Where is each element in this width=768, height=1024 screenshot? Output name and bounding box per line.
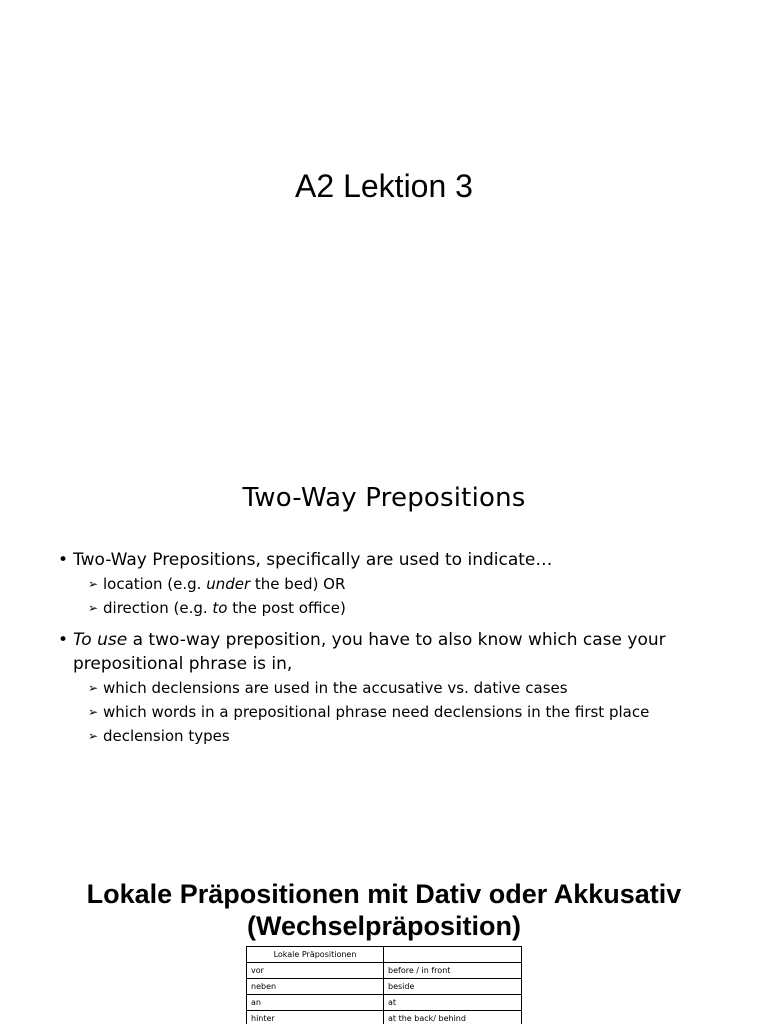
sub-bullet-item — [56, 724, 746, 748]
slide-3-title — [0, 878, 768, 942]
slide-1 — [0, 0, 768, 432]
table-row — [247, 963, 522, 979]
table-cell-english: before / in front — [384, 963, 522, 979]
table-cell-german: hinter — [247, 1011, 384, 1024]
bullet-text: To use a two-way preposition, you have to also know which case your prepositional phrase is in, — [73, 630, 666, 674]
bullet-list — [56, 548, 746, 748]
arrow-bullet-icon: ➢ — [88, 601, 99, 615]
slide-1-title: A2 Lektion 3 — [295, 168, 473, 204]
sub-bullet-item — [56, 572, 746, 596]
bullet-text: Two-Way Prepositions, specifically are used to indicate… — [73, 550, 553, 570]
bullet-dot-icon: • — [58, 550, 69, 570]
arrow-bullet-icon: ➢ — [88, 681, 99, 695]
sub-bullet-text: which words in a prepositional phrase need declensions in the first place — [103, 703, 650, 721]
sub-bullet-item — [56, 700, 746, 724]
table-cell-english: at the back/ behind — [384, 1011, 522, 1024]
table-header-cell: Lokale Präpositionen — [247, 947, 384, 963]
arrow-bullet-icon: ➢ — [88, 729, 99, 743]
slide-3 — [0, 816, 768, 1024]
slide-3-title-line-1: Lokale Präpositionen mit Dativ oder Akkusativ — [86, 879, 682, 909]
prepositions-table — [246, 946, 522, 1024]
arrow-bullet-icon: ➢ — [88, 577, 99, 591]
sub-bullet-text: declension types — [103, 727, 230, 745]
sub-bullet-text: location (e.g. under the bed) OR — [103, 575, 346, 593]
slide-3-title-line-2: (Wechselpräposition) — [246, 911, 522, 941]
bullet-dot-icon: • — [58, 630, 69, 650]
arrow-bullet-icon: ➢ — [88, 705, 99, 719]
table-row — [247, 979, 522, 995]
table-cell-english: at — [384, 995, 522, 1011]
slide-2 — [0, 432, 768, 816]
sub-bullet-item — [56, 596, 746, 620]
table-cell-german: vor — [247, 963, 384, 979]
table-row — [247, 995, 522, 1011]
slide-2-title: Two-Way Prepositions — [242, 483, 526, 513]
table-header-row — [247, 947, 522, 963]
table-header-cell-empty — [384, 947, 522, 963]
table-cell-german: neben — [247, 979, 384, 995]
table-row — [247, 1011, 522, 1024]
table-cell-german: an — [247, 995, 384, 1011]
sub-bullet-text: which declensions are used in the accusative vs. dative cases — [103, 679, 568, 697]
sub-bullet-text: direction (e.g. to the post office) — [103, 599, 346, 617]
bullet-item — [56, 548, 746, 572]
sub-bullet-item — [56, 676, 746, 700]
table-cell-english: beside — [384, 979, 522, 995]
bullet-item — [56, 628, 746, 676]
